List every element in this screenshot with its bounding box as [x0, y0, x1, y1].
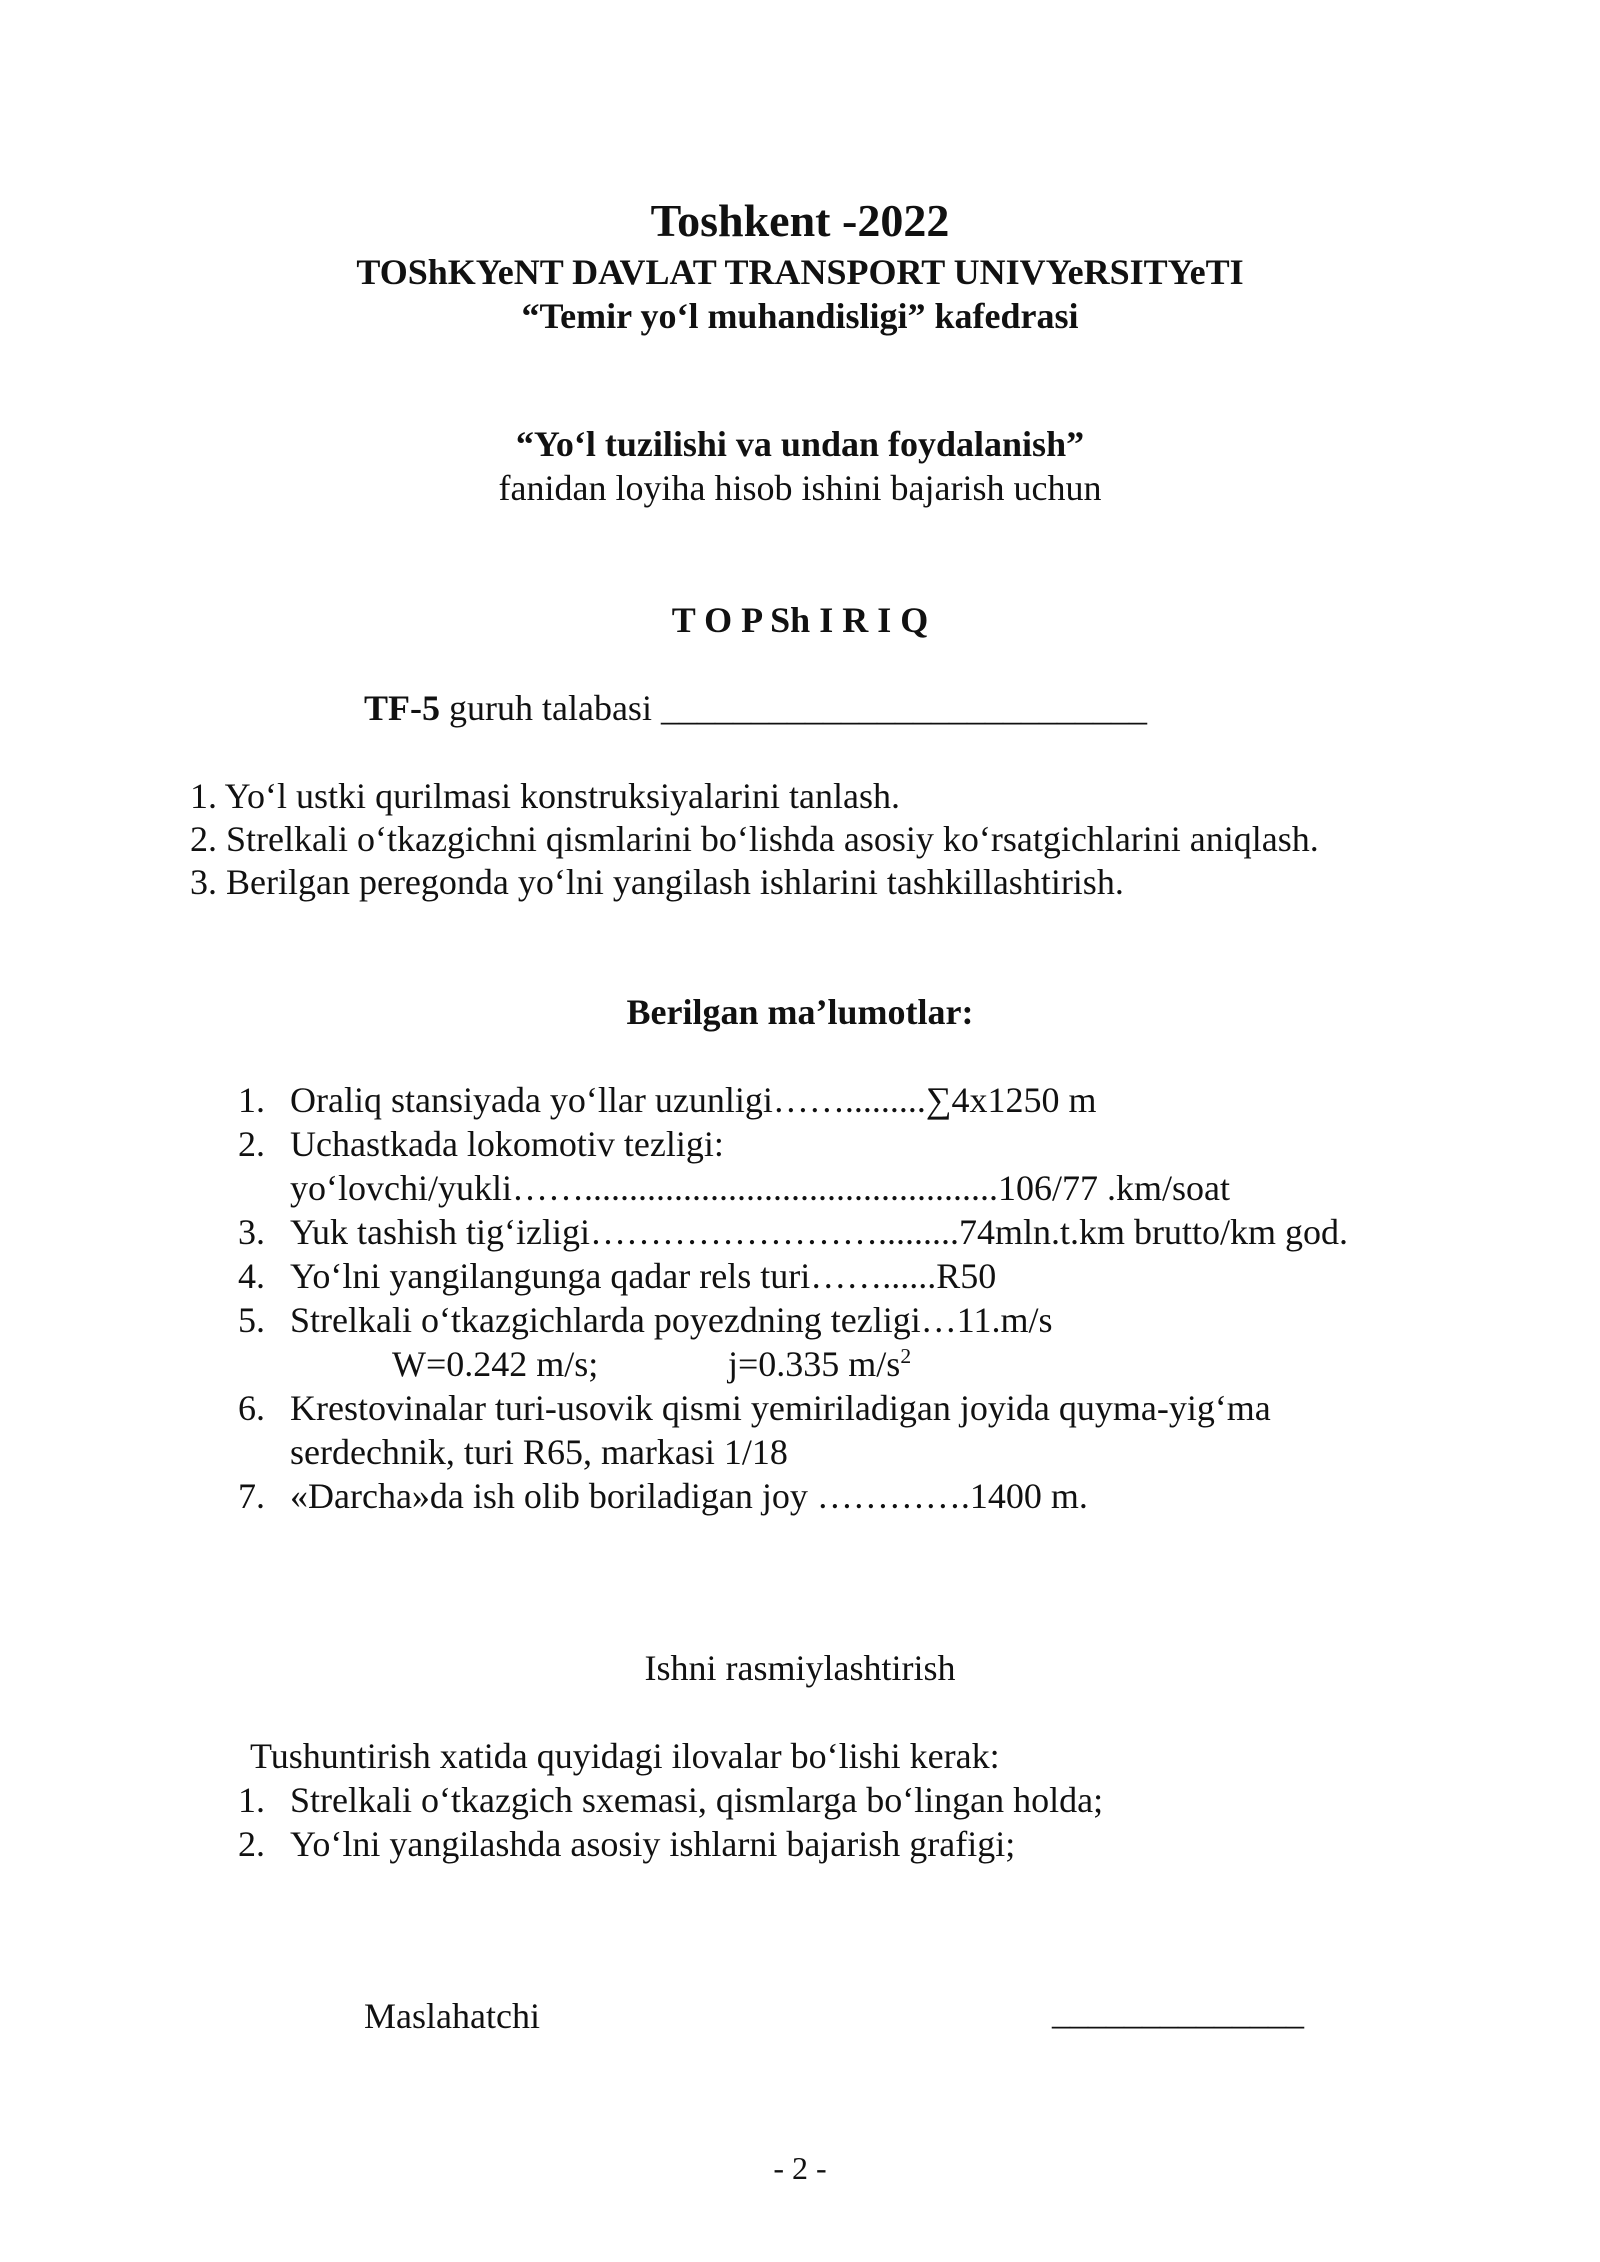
- given-item-6-detail: serdechnik, turi R65, markasi 1/18: [290, 1432, 788, 1472]
- formalization-intro: Tushuntirish xatida quyidagi ilovalar bo‘lishi kerak:: [250, 1736, 1000, 1776]
- subject-subtitle: fanidan loyiha hisob ishini bajarish uchun: [498, 468, 1102, 508]
- task-item-3: 3. Berilgan peregonda yo‘lni yangilash ishlarini tashkillashtirish.: [190, 862, 1124, 902]
- given-item-5: Strelkali o‘tkazgichlarda poyezdning tezligi…11.m/s: [290, 1300, 1053, 1340]
- given-item-5-number: 5.: [238, 1300, 265, 1340]
- university-name: TOShKYeNT DAVLAT TRANSPORT UNIVYeRSITYeTI: [356, 252, 1244, 292]
- city-year-title: Toshkent -2022: [650, 195, 950, 246]
- advisor-label: Maslahatchi: [364, 1996, 540, 2036]
- given-item-3-number: 3.: [238, 1212, 265, 1252]
- given-item-3: Yuk tashish tig‘izligi…………………….........74mln.t.km brutto/km god.: [290, 1212, 1348, 1252]
- given-item-4-number: 4.: [238, 1256, 265, 1296]
- given-item-1-number: 1.: [238, 1080, 265, 1120]
- page-number: - 2 -: [773, 2150, 827, 2186]
- task-item-2: 2. Strelkali o‘tkazgichni qismlarini bo‘lishda asosiy ko‘rsatgichlarini aniqlash.: [190, 819, 1319, 859]
- given-item-6: Krestovinalar turi-usovik qismi yemiriladigan joyida quyma-yig‘ma: [290, 1388, 1271, 1428]
- assignment-title: T O P Sh I R I Q: [671, 600, 929, 640]
- formalization-item-2-number: 2.: [238, 1824, 265, 1864]
- formalization-item-2: Yo‘lni yangilashda asosiy ishlarni bajarish grafigi;: [290, 1824, 1016, 1864]
- given-item-5-j: [728, 1342, 911, 1386]
- given-item-6-number: 6.: [238, 1388, 265, 1428]
- given-data-title: Berilgan ma’lumotlar:: [626, 992, 974, 1032]
- given-item-2-detail: yo‘lovchi/yukli……..............................................106/77 .km/soat: [290, 1168, 1230, 1208]
- given-item-7-number: 7.: [238, 1476, 265, 1516]
- given-item-5-w: W=0.242 m/s;: [392, 1344, 599, 1384]
- formalization-item-1: Strelkali o‘tkazgich sxemasi, qismlarga bo‘lingan holda;: [290, 1780, 1104, 1820]
- group-code: TF-5: [364, 688, 440, 728]
- formalization-title: Ishni rasmiylashtirish: [644, 1648, 956, 1688]
- advisor-signature-blank: ______________: [1052, 1992, 1304, 2032]
- given-item-5-j-value: j=0.335 m/s: [728, 1344, 901, 1384]
- given-item-2-number: 2.: [238, 1124, 265, 1164]
- formalization-item-1-number: 1.: [238, 1780, 265, 1820]
- student-label: guruh talabasi: [440, 688, 661, 728]
- subject-title: “Yo‘l tuzilishi va undan foydalanish”: [515, 424, 1085, 464]
- task-item-1: 1. Yo‘l ustki qurilmasi konstruksiyalarini tanlash.: [190, 776, 900, 816]
- given-item-5-j-exponent: 2: [900, 1344, 912, 1368]
- student-name-blank: ___________________________: [660, 688, 1147, 728]
- given-item-1: Oraliq stansiyada yo‘llar uzunligi…….........∑4x1250 m: [290, 1080, 1097, 1120]
- given-item-7: «Darcha»da ish olib boriladigan joy ………….1400 m.: [290, 1476, 1088, 1516]
- department-name: “Temir yo‘l muhandisligi” kafedrasi: [521, 296, 1079, 336]
- student-line: [364, 686, 1147, 730]
- given-item-4: Yo‘lni yangilangunga qadar rels turi……......R50: [290, 1256, 997, 1296]
- given-item-2: Uchastkada lokomotiv tezligi:: [290, 1124, 724, 1164]
